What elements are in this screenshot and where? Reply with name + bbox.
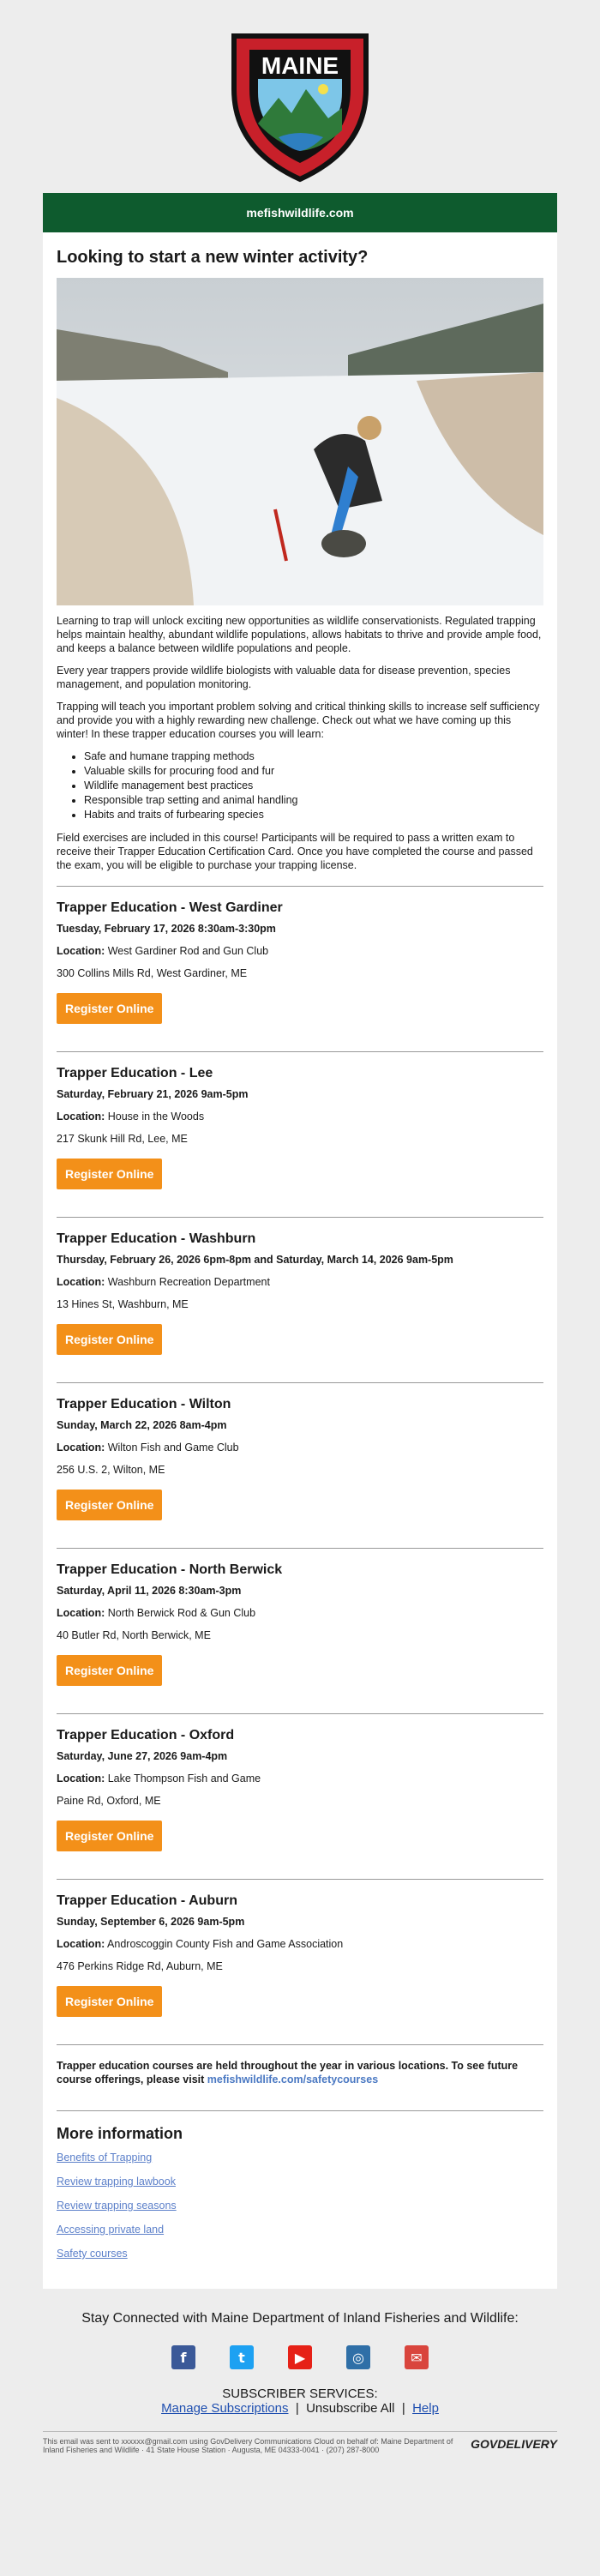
facebook-icon[interactable]: f xyxy=(171,2345,195,2369)
link-private-land[interactable]: Accessing private land xyxy=(57,2224,165,2236)
link-benefits[interactable]: Benefits of Trapping xyxy=(57,2152,153,2164)
logo-area xyxy=(0,0,600,193)
list-item: • Valuable skills for procuring food and fur xyxy=(84,764,543,779)
future-courses-note xyxy=(57,2059,543,2086)
location-label: Location: xyxy=(57,1938,105,1950)
more-info-title: More information xyxy=(57,2125,183,2142)
subscriber-links xyxy=(0,2401,600,2416)
link-safety-courses[interactable]: Safety courses xyxy=(57,2248,128,2260)
event-date: Sunday, March 22, 2026 8am-4pm xyxy=(57,1419,227,1431)
list-item: • Safe and humane trapping methods xyxy=(84,749,543,764)
event-wilton xyxy=(57,1397,543,1534)
register-button[interactable]: Register Online xyxy=(57,1324,162,1355)
event-address: 217 Skunk Hill Rd, Lee, ME xyxy=(57,1133,188,1145)
location-label: Location: xyxy=(57,1110,105,1122)
event-address: 13 Hines St, Washburn, ME xyxy=(57,1298,189,1310)
learn-list xyxy=(57,749,543,822)
event-location: Lake Thompson Fish and Game xyxy=(107,1773,261,1785)
divider xyxy=(57,1713,543,1714)
maine-ifw-logo xyxy=(227,29,373,184)
event-title: Trapper Education - Wilton xyxy=(57,1397,231,1411)
location-label: Location: xyxy=(57,945,105,957)
event-title: Trapper Education - Oxford xyxy=(57,1728,235,1742)
divider xyxy=(57,1879,543,1880)
event-location: Androscoggin County Fish and Game Association xyxy=(107,1938,344,1950)
unsubscribe-all-link[interactable]: Unsubscribe All xyxy=(306,2401,395,2416)
event-north-berwick xyxy=(57,1562,543,1700)
location-label: Location: xyxy=(57,1441,105,1454)
list-item: • Habits and traits of furbearing species xyxy=(84,808,543,822)
event-location: West Gardiner Rod and Gun Club xyxy=(107,945,269,957)
location-label: Location: xyxy=(57,1607,105,1619)
intro-title: Looking to start a new winter activity? xyxy=(57,248,369,267)
list-item: • Responsible trap setting and animal handling xyxy=(84,793,543,808)
event-address: 300 Collins Mills Rd, West Gardiner, ME xyxy=(57,967,248,979)
email-card xyxy=(43,193,557,2289)
divider xyxy=(57,2110,543,2111)
header-bar xyxy=(43,193,557,232)
safety-courses-link[interactable]: mefishwildlife.com/safetycourses xyxy=(207,2073,379,2085)
event-location: Wilton Fish and Game Club xyxy=(107,1441,239,1454)
twitter-icon[interactable]: t xyxy=(230,2345,254,2369)
register-button[interactable]: Register Online xyxy=(57,993,162,1024)
register-button[interactable]: Register Online xyxy=(57,1490,162,1520)
event-date: Thursday, February 26, 2026 6pm-8pm and Saturday, March 14, 2026 9am-5pm xyxy=(57,1254,453,1266)
intro-paragraph-3: Trapping will teach you important problem solving and critical thinking skills to increase self sufficiency and provide you with a highly rewarding new challenge. Check out what we have coming up this winter! In these trapper education courses you will learn: xyxy=(57,701,540,740)
event-lee xyxy=(57,1066,543,1203)
separator: | xyxy=(295,2401,299,2416)
event-auburn xyxy=(57,1893,543,2031)
intro-paragraph-1: Learning to trap will unlock exciting new opportunities as wildlife conservationists. Regulated trapping helps maintain healthy, abundant wildlife populations, allows habitats to thrive and provide ample food, and keeps a balance between wildlife populations and people. xyxy=(57,615,542,654)
event-date: Saturday, April 11, 2026 8:30am-3pm xyxy=(57,1585,242,1597)
divider xyxy=(57,1548,543,1549)
event-date: Saturday, February 21, 2026 9am-5pm xyxy=(57,1088,249,1100)
disclaimer-text: This email was sent to xxxxxx@gmail.com using GovDelivery Communications Cloud on behalf of: Maine Department of Inland Fisheries and Wildlife · 41 State House Station · Augusta, ME 04333-0041 · (207) 287-8000 xyxy=(43,2437,453,2454)
divider xyxy=(57,1217,543,1218)
divider xyxy=(57,2044,543,2045)
separator: | xyxy=(401,2401,405,2416)
event-title: Trapper Education - West Gardiner xyxy=(57,900,283,915)
register-button[interactable]: Register Online xyxy=(57,1655,162,1686)
manage-subscriptions-link[interactable]: Manage Subscriptions xyxy=(161,2401,289,2416)
event-address: 256 U.S. 2, Wilton, ME xyxy=(57,1464,165,1476)
divider xyxy=(57,1382,543,1383)
youtube-icon[interactable]: ▶ xyxy=(288,2345,312,2369)
intro-closing: Field exercises are included in this course! Participants will be required to pass a written exam to receive their Trapper Education Certification Card. Once you have completed the course and passed the exam, you will be eligible to purchase your trapping license. xyxy=(57,832,533,871)
subscriber-services-title: SUBSCRIBER SERVICES: xyxy=(222,2386,378,2401)
disclaimer xyxy=(43,2431,557,2454)
hero-image xyxy=(57,278,543,605)
event-address: 40 Butler Rd, North Berwick, ME xyxy=(57,1629,211,1641)
event-address: 476 Perkins Ridge Rd, Auburn, ME xyxy=(57,1960,223,1972)
link-seasons[interactable]: Review trapping seasons xyxy=(57,2200,177,2212)
footer xyxy=(0,2289,600,2454)
event-washburn xyxy=(57,1231,543,1369)
register-button[interactable]: Register Online xyxy=(57,1159,162,1189)
divider xyxy=(57,886,543,887)
event-location: North Berwick Rod & Gun Club xyxy=(107,1607,256,1619)
instagram-icon[interactable]: ◎ xyxy=(346,2345,370,2369)
event-location: Washburn Recreation Department xyxy=(107,1276,270,1288)
event-title: Trapper Education - Auburn xyxy=(57,1893,237,1908)
note-text: Trapper education courses are held throughout the year in various locations. To see future course offerings, please visit xyxy=(57,2060,519,2085)
location-label: Location: xyxy=(57,1773,105,1785)
event-date: Sunday, September 6, 2026 9am-5pm xyxy=(57,1916,245,1928)
event-date: Saturday, June 27, 2026 9am-4pm xyxy=(57,1750,228,1762)
govdelivery-logo[interactable]: GOVDELIVERY xyxy=(471,2437,557,2451)
event-title: Trapper Education - Washburn xyxy=(57,1231,256,1246)
logo-main-text: MAINE xyxy=(261,52,339,79)
event-oxford xyxy=(57,1728,543,1865)
event-location: House in the Woods xyxy=(107,1110,205,1122)
intro-paragraph-2: Every year trappers provide wildlife biologists with valuable data for disease prevention, species management, and population monitoring. xyxy=(57,665,511,690)
event-title: Trapper Education - North Berwick xyxy=(57,1562,283,1577)
site-link[interactable]: mefishwildlife.com xyxy=(246,206,354,220)
social-icons xyxy=(0,2345,600,2369)
stay-connected-text: Stay Connected with Maine Department of Inland Fisheries and Wildlife: xyxy=(81,2311,519,2326)
link-lawbook[interactable]: Review trapping lawbook xyxy=(57,2176,176,2188)
email-icon[interactable]: ✉ xyxy=(405,2345,429,2369)
more-info-links xyxy=(57,2152,543,2260)
help-link[interactable]: Help xyxy=(412,2401,439,2416)
register-button[interactable]: Register Online xyxy=(57,1986,162,2017)
event-address: Paine Rd, Oxford, ME xyxy=(57,1795,161,1807)
event-date: Tuesday, February 17, 2026 8:30am-3:30pm xyxy=(57,923,276,935)
event-west-gardiner xyxy=(57,900,543,1038)
location-label: Location: xyxy=(57,1276,105,1288)
event-title: Trapper Education - Lee xyxy=(57,1066,213,1080)
list-item: • Wildlife management best practices xyxy=(84,779,543,793)
register-button[interactable]: Register Online xyxy=(57,1821,162,1851)
divider xyxy=(57,1051,543,1052)
